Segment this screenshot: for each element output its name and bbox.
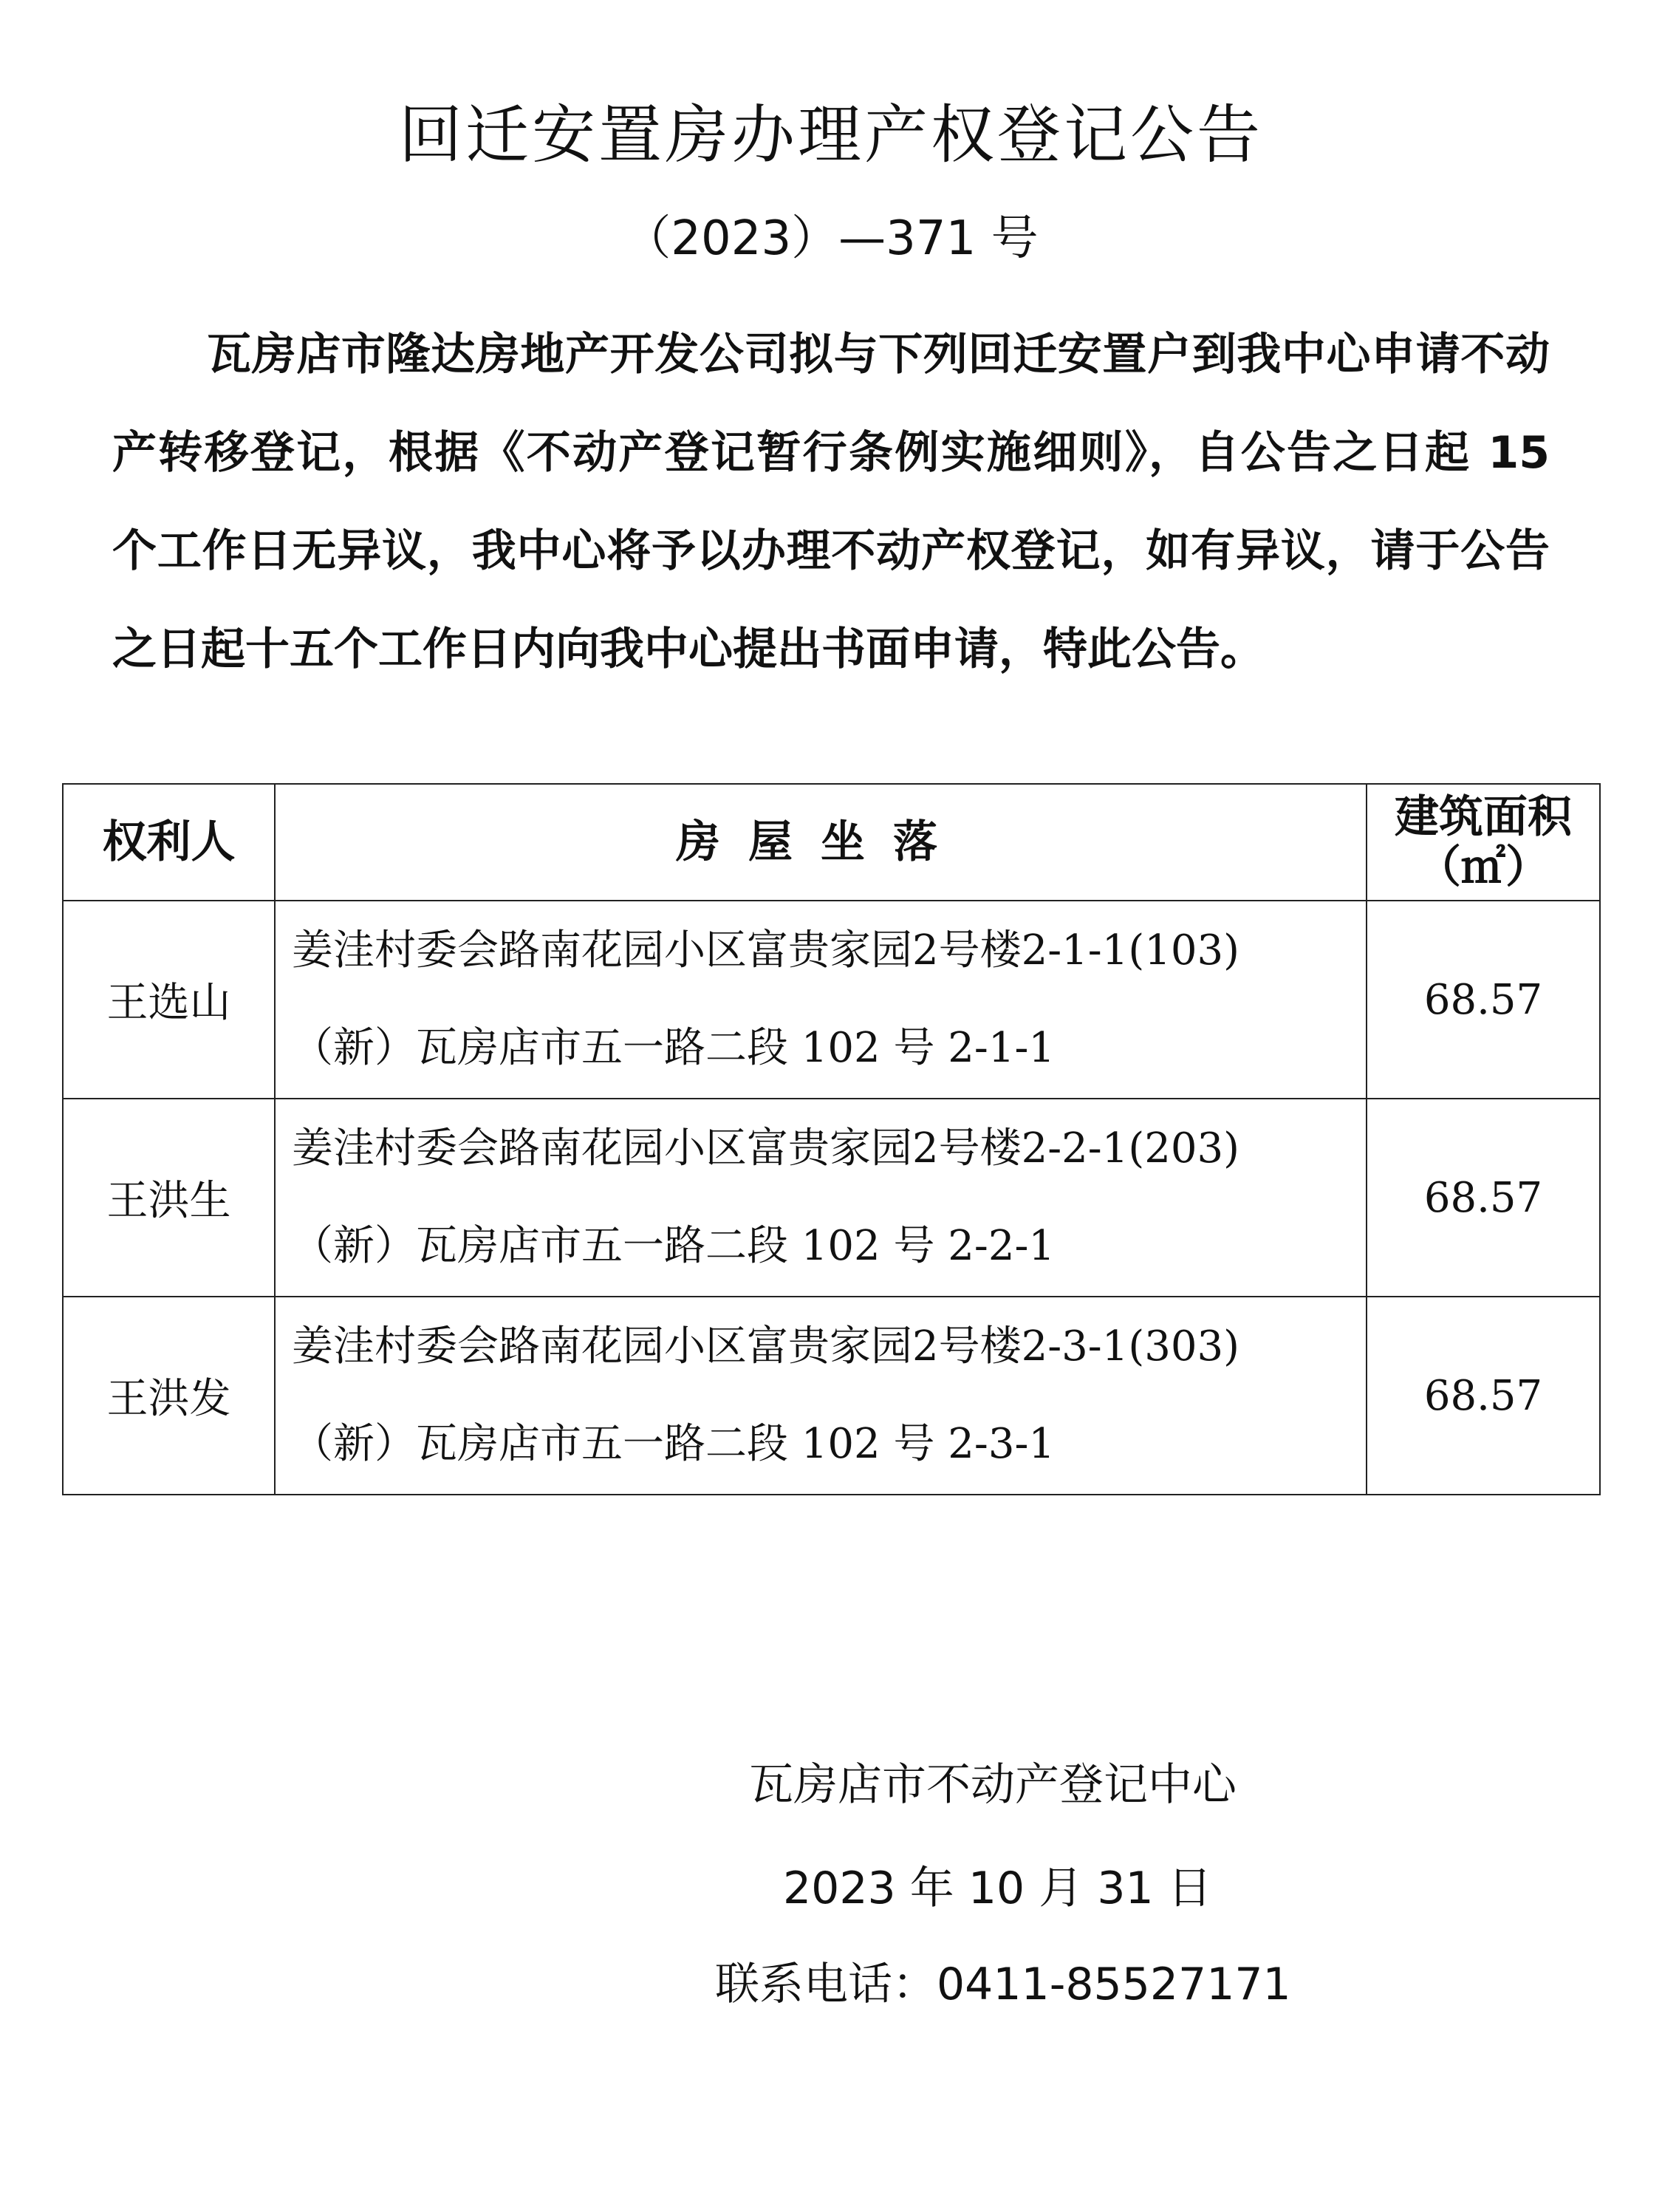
header-area xyxy=(1367,784,1600,901)
header-area-unit: （㎡） xyxy=(1417,842,1550,893)
address-old: 姜洼村委会路南花园小区富贵家园2号楼2-1-1(103) xyxy=(292,926,1239,974)
document-number: （2023）—371 号 xyxy=(623,211,1039,266)
address-cell xyxy=(275,901,1367,1099)
owner-cell: 王洪发 xyxy=(63,1297,275,1495)
address-old: 姜洼村委会路南花园小区富贵家园2号楼2-3-1(303) xyxy=(292,1322,1239,1370)
address-new: （新）瓦房店市五一路二段 102 号 2-3-1 xyxy=(292,1420,1056,1468)
address-cell xyxy=(275,1297,1367,1495)
page-title: 回迁安置房办理产权登记公告 xyxy=(399,98,1263,172)
area-cell: 68.57 xyxy=(1367,1099,1600,1297)
property-table xyxy=(62,783,1601,1495)
notice-body: 瓦房店市隆达房地产开发公司拟与下列回迁安置户到我中心申请不动产转移登记，根据《不动产登记暂行条例实施细则》，自公告之日起 15 个工作日无异议，我中心将予以办理不动产权登记，如有异议，请于公告之日起十五个工作日内向我中心提出书面申请，特此公告。 xyxy=(112,329,1550,675)
table-row xyxy=(63,1297,1600,1495)
header-address: 房屋坐落 xyxy=(275,784,1367,901)
contact-phone: 联系电话：0411-85527171 xyxy=(715,1959,1291,2010)
address-new: （新）瓦房店市五一路二段 102 号 2-2-1 xyxy=(292,1222,1056,1270)
address-old: 姜洼村委会路南花园小区富贵家园2号楼2-2-1(203) xyxy=(292,1124,1239,1172)
address-new: （新）瓦房店市五一路二段 102 号 2-1-1 xyxy=(292,1024,1056,1072)
owner-cell: 王洪生 xyxy=(63,1099,275,1297)
area-cell: 68.57 xyxy=(1367,901,1600,1099)
header-owner: 权利人 xyxy=(63,784,275,901)
table-row xyxy=(63,901,1600,1099)
owner-cell: 王选山 xyxy=(63,901,275,1099)
issuing-organization: 瓦房店市不动产登记中心 xyxy=(749,1759,1237,1811)
address-cell xyxy=(275,1099,1367,1297)
header-area-label: 建筑面积 xyxy=(1395,791,1572,843)
table-header-row xyxy=(63,784,1600,901)
issue-date: 2023 年 10 月 31 日 xyxy=(783,1863,1212,1914)
area-cell: 68.57 xyxy=(1367,1297,1600,1495)
table-row xyxy=(63,1099,1600,1297)
